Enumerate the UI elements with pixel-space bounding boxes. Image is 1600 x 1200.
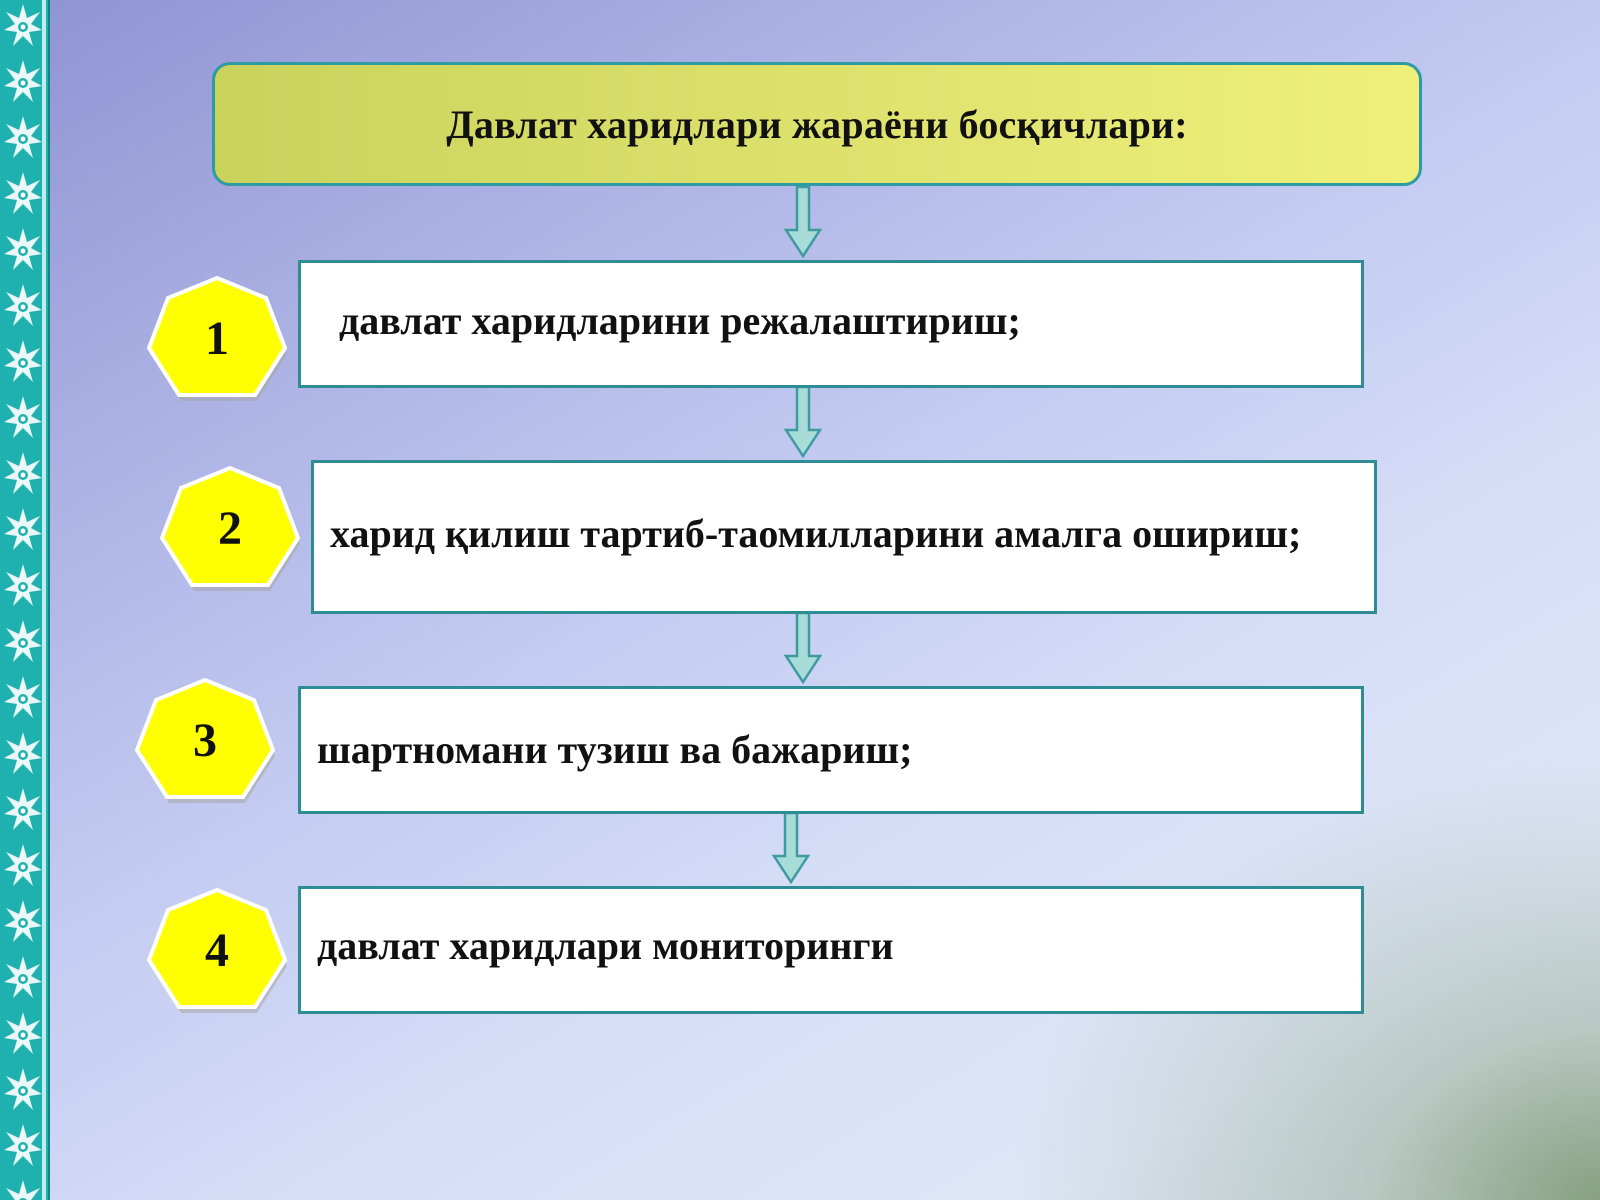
title-box [212, 62, 1422, 186]
step-badge-2 [159, 464, 301, 592]
down-arrow-icon [783, 386, 823, 458]
step-text: давлат харидларини режалаштириш; [339, 298, 1021, 343]
step-badge-1 [146, 274, 288, 402]
step-text: харид қилиш тартиб-таомилларини амалга ошириш; [330, 511, 1302, 556]
step-number: 2 [218, 501, 242, 555]
step-badge-3 [134, 676, 276, 804]
step-number: 1 [205, 311, 229, 365]
diagram-title: Давлат харидлари жараёни босқичлари: [446, 101, 1188, 147]
step-number: 3 [193, 713, 217, 767]
ornament-border [0, 0, 50, 1200]
step-text: шартномани тузиш ва бажариш; [317, 727, 913, 772]
step-text: давлат харидлари мониторинги [317, 923, 894, 968]
down-arrow-icon [783, 186, 823, 258]
down-arrow-icon [783, 612, 823, 684]
step-number: 4 [205, 923, 229, 977]
step-badge-4 [146, 886, 288, 1014]
down-arrow-icon [771, 812, 811, 884]
step-box-3 [298, 686, 1364, 814]
step-box-1 [298, 260, 1364, 388]
step-box-4 [298, 886, 1364, 1014]
star-ornament-icon [0, 0, 46, 1200]
step-box-2 [311, 460, 1377, 614]
